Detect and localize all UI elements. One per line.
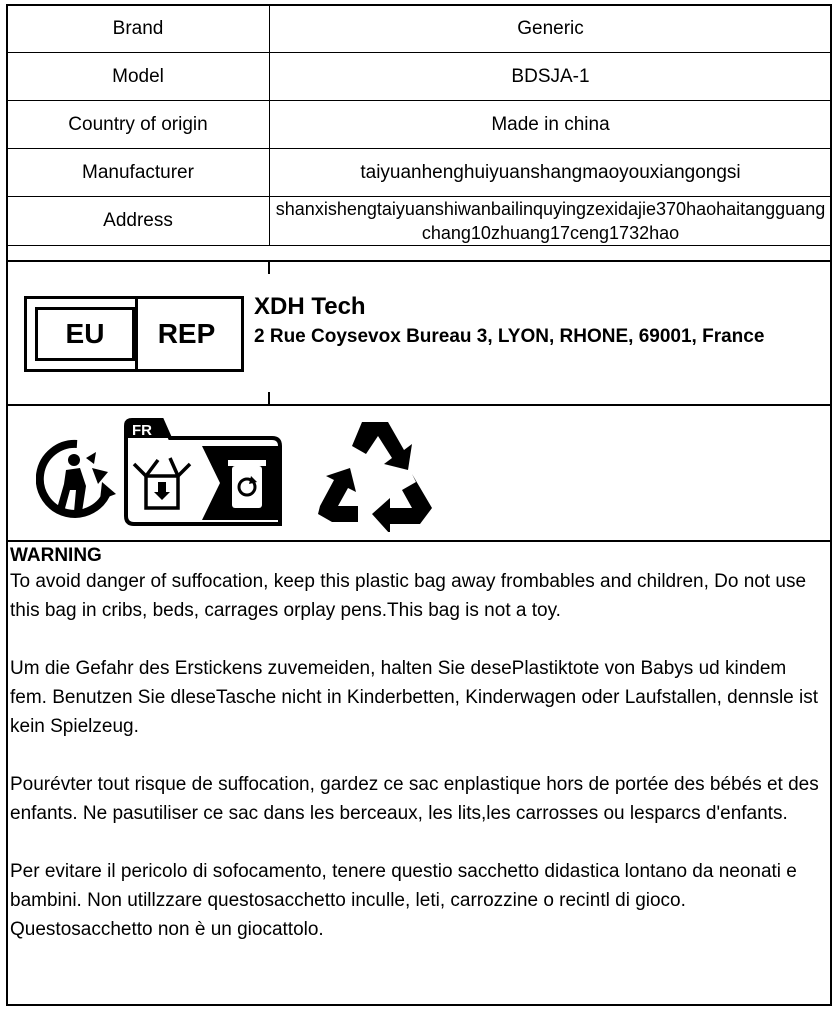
model-label: Model <box>7 53 270 101</box>
country-label: Country of origin <box>7 101 270 149</box>
table-row <box>7 101 832 149</box>
warning-it: Per evitare il pericolo di sofocamento, tenere questio sacchetto didastica lontano da neonati e bambini. Non utillzzare questosacchetto inculle, leti, carrozzine o recintl di gioco. Questosacchetto non è un giocattolo. <box>10 861 797 940</box>
table-row <box>7 5 832 53</box>
spec-table <box>6 4 832 246</box>
warning-fr: Pourévter tout risque de suffocation, gardez ce sac enplastique hors de portée des bébés et des enfants. Ne pasutiliser ce sac dans les berceaux, les lits,les carrosses ou lesparcs d'enfants. <box>10 774 819 824</box>
warning-title: WARNING <box>10 545 102 566</box>
triman-icon <box>36 438 118 520</box>
rep-company: XDH Tech <box>254 293 366 320</box>
address-label: Address <box>7 197 270 246</box>
warning-de: Um die Gefahr des Erstickens zuvemeiden, halten Sie desePlastiktote von Babys ud kindem fem. Benutzen Sie dleseTasche nicht in Kinderbetten, Kinderwagen oder Laufstallen, dennsle ist kein Spielzeug. <box>10 658 819 737</box>
warning-en: To avoid danger of suffocation, keep this plastic bag away frombables and children, Do not use this bag in cribs, beds, carrages orplay pens.This bag is not a toy. <box>10 571 807 621</box>
ec-rep-eu: EU <box>35 307 135 361</box>
rep-info <box>254 292 814 348</box>
model-value: BDSJA-1 <box>270 53 832 101</box>
brand-value: Generic <box>270 5 832 53</box>
recycle-icon <box>312 418 438 532</box>
country-value: Made in china <box>270 101 832 149</box>
ec-rep-separator <box>135 299 138 369</box>
divider-tick <box>268 392 270 406</box>
table-row <box>7 53 832 101</box>
manufacturer-value: taiyuanhenghuiyuanshangmaoyouxiangongsi <box>270 149 832 197</box>
brand-label: Brand <box>7 5 270 53</box>
warning-section <box>10 545 826 973</box>
table-row <box>7 149 832 197</box>
rep-address: 2 Rue Coysevox Bureau 3, LYON, RHONE, 69001, France <box>254 326 765 347</box>
info-tri-icon <box>120 416 292 528</box>
ec-rep-rep: REP <box>157 318 216 349</box>
divider-tick <box>268 260 270 274</box>
table-row <box>7 197 832 246</box>
fr-badge-text: FR <box>132 422 152 439</box>
manufacturer-label: Manufacturer <box>7 149 270 197</box>
address-value: shanxishengtaiyuanshiwanbailinquyingzexidajie370haohaitangguangchang10zhuang17ceng1732hao <box>270 197 832 246</box>
ec-rep-block <box>6 260 832 406</box>
recycling-icons <box>6 408 832 542</box>
ec-rep-symbol <box>24 296 244 372</box>
